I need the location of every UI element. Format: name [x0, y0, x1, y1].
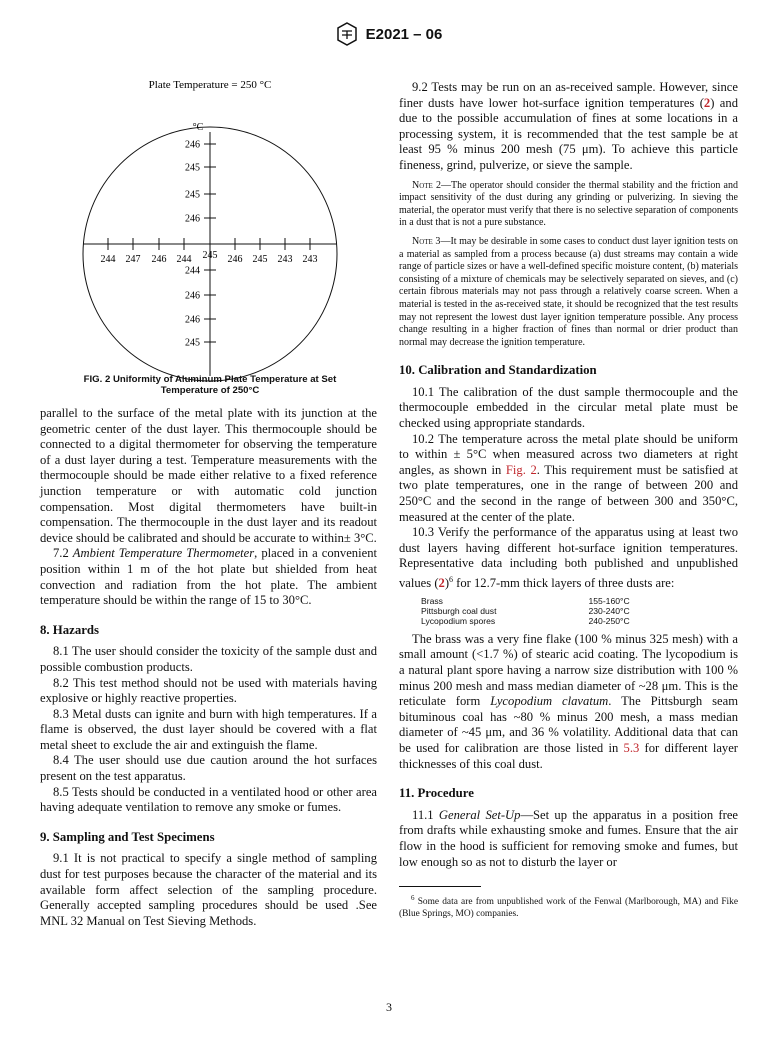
paragraph-8-5: 8.5 Tests should be conducted in a ventilated hood or other area having adequate ventilation to remove any smoke or fumes. [40, 784, 377, 815]
paragraph-10-1: 10.1 The calibration of the dust sample thermocouple and the thermocouple embedded in the circular metal plate must be checked using appropriate standards. [399, 384, 738, 431]
paragraph-8-1: 8.1 The user should consider the toxicity of the sample dust and possible combustion products. [40, 644, 377, 674]
paragraph-9-2: 9.2 Tests may be run on an as-received sample. However, since finer dusts have lower hot-surface ignition temperatures (2) and due to the possible accumulation of fines at some locations in a processing system, it is recommended that the test sample be at least 95 % minus 200 mesh (75 μm). To achieve this particle fineness, grind, pulverize, or sieve the sample. [399, 80, 738, 172]
table-row: Brass 155-160°C [421, 595, 630, 606]
h-tick-label: 244 [100, 254, 116, 265]
figure-title: Plate Temperature = 250 °C [148, 79, 272, 91]
left-column [40, 406, 377, 929]
unit-label: °C [192, 122, 204, 133]
section-heading-9: 9. Sampling and Test Specimens [40, 829, 215, 844]
page-header [0, 22, 778, 46]
figure-caption: FIG. 2 Uniformity of Aluminum Plate Temperature at Set Temperature of 250°C [83, 374, 337, 396]
h-tick-label: 244 [176, 254, 192, 265]
paragraph-8-4: 8.4 The user should use due caution around the hot surfaces present on the test apparatus. [40, 753, 377, 784]
h-tick-label: 246 [227, 254, 243, 265]
footnote-rule [399, 886, 481, 887]
v-tick-label: 244 [185, 265, 200, 277]
h-tick-label: 247 [125, 254, 141, 265]
paragraph: parallel to the surface of the metal plate with its junction at the geometric center of the dust layer. This thermocouple should be connected to a digital thermometer for observing the temperature of a dust layer during a test. Temperature measurements with the thermocouple should be made either relative to a fixed reference junction temperature or with automatic cold junction compensation. Most digital thermometers have built-in compensation. The thermocouple in the dust layer and its readout device should be calibrated and should be accurate to within± 3°C. [40, 406, 377, 545]
page-number: 3 [386, 1000, 392, 1014]
paragraph-7-2: 7.2 Ambient Temperature Thermometer, placed in a convenient position within 1 m of the hot plate but shielded from heat convection and radiation from the hot plate. The ambient temperature should be within the range of 15 to 30°C. [40, 546, 377, 608]
table-row: Pittsburgh coal dust 230-240°C [421, 605, 630, 616]
paragraph-11-1: 11.1 General Set-Up—Set up the apparatus in a position free from drafts while exhausting smoke and fumes. Ensure that the air flow in the hood is sufficient for removing smoke and fumes, but low enough so as not to disturb the layer or [399, 807, 739, 869]
right-column [399, 80, 738, 920]
h-tick-label: 243 [277, 254, 293, 265]
footnote: $^6$ Some data are from unpublished work of the Fenwal (Marlborough, MA) and Fike (Blue Springs, MO) companies. [399, 894, 738, 919]
note-3: Note 3—It may be desirable in some cases to conduct dust layer ignition tests on a material as sampled from a process because (a) dust streams may contain a wide range of particle sizes or have a well-defined specific moisture content, (b) materials consisting of a mixture of chemicals may be selectively separated on sieves, and (c) certain fibrous materials may not pass through a relatively coarse screen. When a material is tested in the as-received state, it should be recognized that the test results may not represent the lowest dust layer ignition temperature possible. Any process change resulting in a higher fraction of fines than normal or drier product than normal may decrease the ignition temperature. [399, 235, 738, 348]
h-tick-label: 243 [302, 254, 318, 265]
section-heading-11: 11. Procedure [399, 786, 474, 801]
table-row: Lycopodium spores 240-250°C [421, 615, 630, 626]
v-tick-label: 245 [185, 162, 200, 174]
paragraph-9-1: 9.1 It is not practical to specify a single method of sampling dust for test purposes because the character of the material and its available form affect selection of the sampling procedure. Generally accepted sampling procedures should be used .See MNL 32 Manual on Test Sieving Methods. [40, 851, 377, 928]
paragraph-8-2: 8.2 This test method should not be used with materials having explosive or highly reactive properties. [40, 675, 377, 706]
v-tick-label: 245 [185, 189, 200, 201]
v-tick-label: 246 [185, 314, 200, 326]
paragraph-brass: The brass was a very fine flake (100 % minus 325 mesh) with a small amount (<1.7 %) of stearic acid coating. The lycopodium is a natural plant spore having a narrow size distribution with 100 % minus 200 mesh and mass median diameter of ~28 μm. This is the reticulate form Lycopodium clavatum. The Pittsburgh seam bituminous coal has ~80 % minus 200 mesh, a mass median diameter of ~45 μm, and 36 % volatility. Additional data that can be used for calibration are those listed in 5.3 for different layer thicknesses of this coal dust. [399, 631, 738, 771]
section-heading-10: 10. Calibration and Standardization [399, 363, 597, 378]
h-tick-label: 245 [252, 254, 268, 265]
paragraph-10-3: 10.3 Verify the performance of the apparatus using at least two dust layers having different hot-surface ignition temperatures. Representative data including both published and unpublished values $(2)^6$ for 12.7-mm thick layers of three dusts are: [399, 525, 738, 591]
v-tick-label: 246 [185, 213, 200, 225]
calibration-table [421, 596, 630, 626]
figure-2 [60, 74, 360, 404]
note-2: Note 2—The operator should consider the thermal stability and the friction and impact sensitivity of the dust during any grinding or pulverizing. In sieving the material, the operator must verify that there is no selective separation of components in a dust that is not a pure substance. [399, 179, 738, 229]
section-heading-8: 8. Hazards [40, 622, 100, 637]
v-tick-label: 246 [185, 290, 200, 302]
v-tick-label: 245 [185, 337, 200, 349]
h-tick-label: 246 [151, 254, 167, 265]
astm-logo-icon [336, 22, 358, 46]
v-tick-label: 246 [185, 139, 200, 151]
reference-link[interactable]: 2 [438, 576, 445, 591]
section-link[interactable]: 5.3 [623, 740, 640, 755]
h-tick-label: 245 [202, 250, 218, 261]
document-number: E2021 – 06 [365, 25, 443, 43]
reference-link[interactable]: 2 [703, 95, 711, 110]
paragraph-10-2: 10.2 The temperature across the metal plate should be uniform to within ± 5°C when measured across two diameters at right angles, as shown in Fig. 2. This requirement must be satisfied at two plate temperatures, one in the range of between 200 and 250°C and the second in the range of between 300 and 350°C, measured at the center of the plate. [399, 431, 738, 524]
figure-link[interactable]: Fig. 2 [505, 462, 537, 477]
paragraph-8-3: 8.3 Metal dusts can ignite and burn with high temperatures. If a flame is observed, the dust layer should be covered with a flat metal sheet to exclude the air and extinguish the flame. [40, 706, 377, 752]
